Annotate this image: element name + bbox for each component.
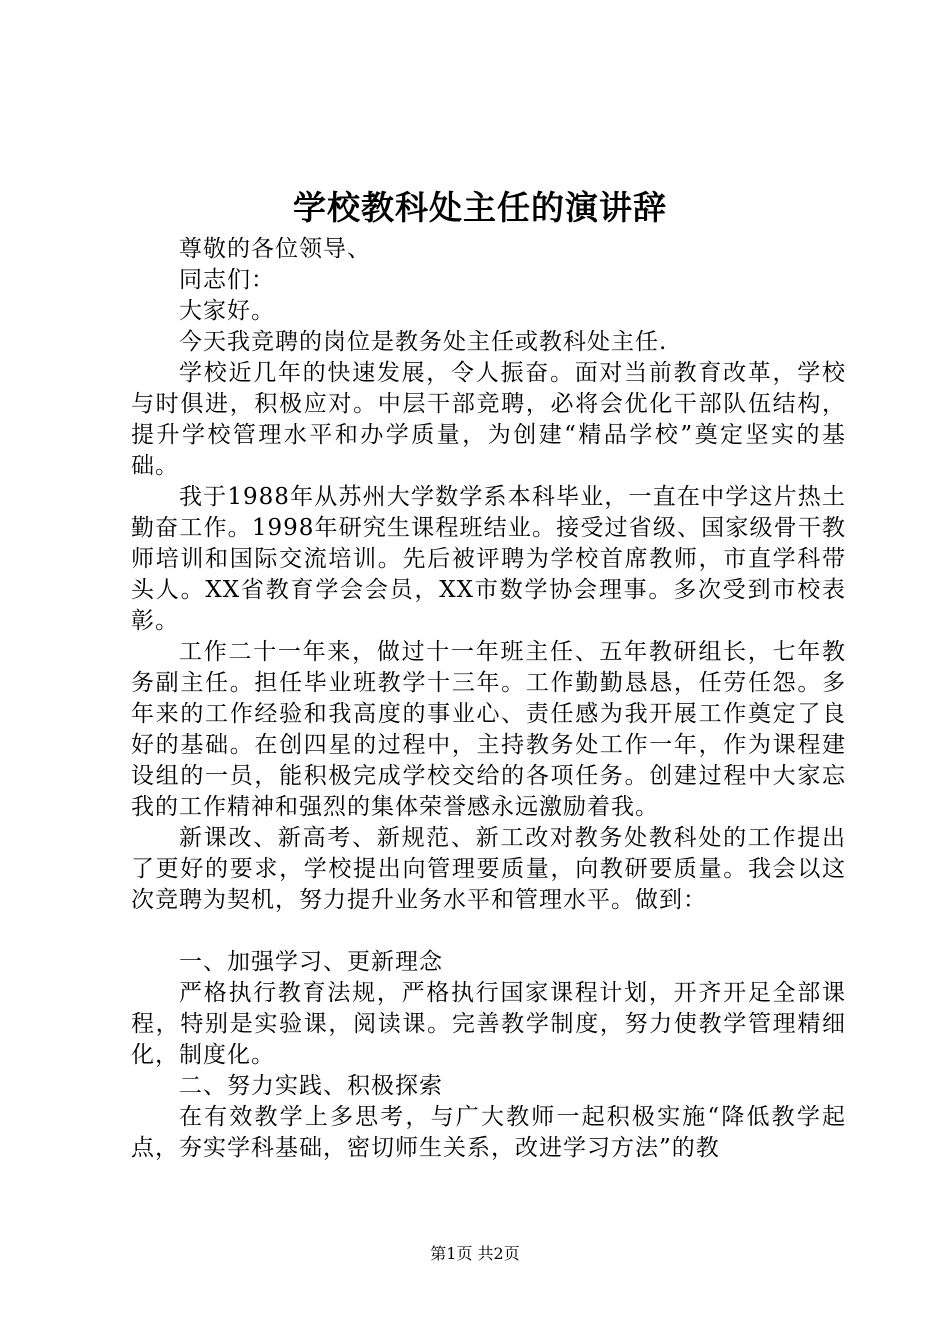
paragraph-salutation-2: 同志们： bbox=[179, 267, 275, 293]
section-heading-1: 一、加强学习、更新理念 bbox=[179, 949, 443, 975]
paragraph-experience: 工作二十一年来，做过十一年班主任、五年教研组长，七年教务副主任。担任毕业班教学十三年。工作勤勤恳恳，任劳任怨。多年来的工作经验和我高度的事业心、责任感为我开展工作奠定了良好的基础。在创四星的过程中，主持教务处工作一年，作为课程建设组的一员，能积极完成学校交给的各项任务。创建过程中大家忘我的工作精神和强烈的集体荣誉感永远激励着我。 bbox=[131, 639, 846, 820]
section-heading-2: 二、努力实践、积极探索 bbox=[179, 1073, 443, 1099]
paragraph-requirements: 新课改、新高考、新规范、新工改对教务处教科处的工作提出了更好的要求，学校提出向管理要质量，向教研要质量。我会以这次竞聘为契机，努力提升业务水平和管理水平。做到： bbox=[131, 825, 846, 913]
paragraph-greeting: 大家好。 bbox=[179, 298, 275, 324]
document-title: 学校教科处主任的演讲辞 bbox=[293, 188, 667, 227]
page-footer: 第1页 共2页 bbox=[430, 1244, 520, 1263]
paragraph-school-development: 学校近几年的快速发展，令人振奋。面对当前教育改革，学校与时俱进，积极应对。中层干部竞聘，必将会优化干部队伍结构，提升学校管理水平和办学质量，为创建“精品学校”奠定坚实的基础。 bbox=[131, 360, 846, 479]
paragraph-section-2: 在有效教学上多思考，与广大教师一起积极实施“降低教学起点，夯实学科基础，密切师生关系，改进学习方法”的教 bbox=[131, 1104, 846, 1161]
paragraph-section-1: 严格执行教育法规，严格执行国家课程计划，开齐开足全部课程，特别是实验课，阅读课。完善教学制度，努力使教学管理精细化，制度化。 bbox=[131, 980, 846, 1068]
paragraph-salutation-1: 尊敬的各位领导、 bbox=[179, 236, 371, 262]
document-body bbox=[131, 234, 846, 1164]
paragraph-background: 我于1988年从苏州大学数学系本科毕业，一直在中学这片热土勤奋工作。1998年研究生课程班结业。接受过省级、国家级骨干教师培训和国际交流培训。先后被评聘为学校首席教师，市直学科带头人。XX省教育学会会员，XX市数学协会理事。多次受到市校表彰。 bbox=[131, 484, 846, 634]
paragraph-position: 今天我竞聘的岗位是教务处主任或教科处主任. bbox=[179, 329, 668, 355]
